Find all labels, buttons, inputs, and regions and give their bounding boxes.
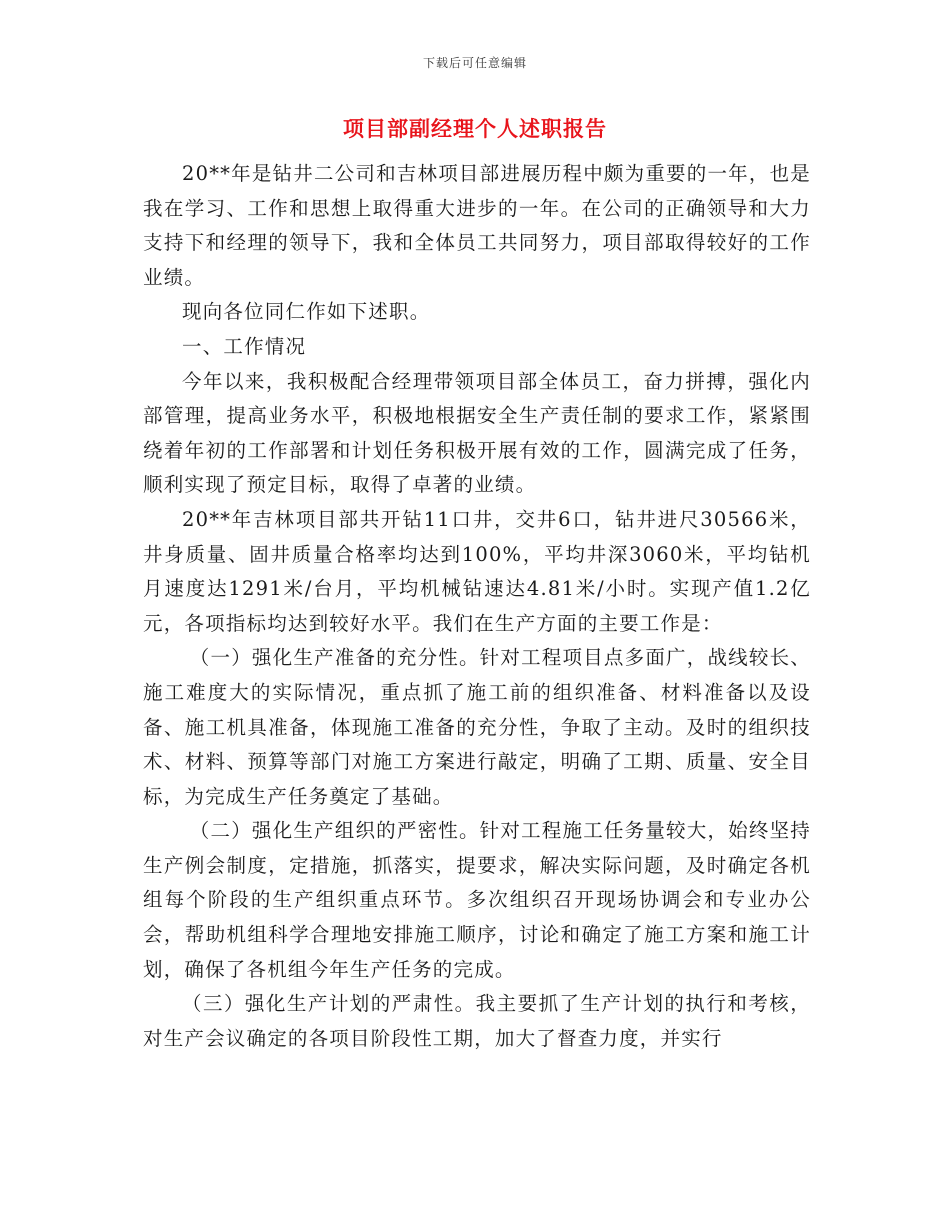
document-title: 项目部副经理个人述职报告 [343, 116, 607, 141]
paragraph-item-3: （三）强化生产计划的严肃性。我主要抓了生产计划的执行和考核，对生产会议确定的各项目阶段性工期，加大了督查力度，并实行 [143, 992, 811, 1050]
paragraph-production-stats: 20**年吉林项目部共开钻11口井，交井6口，钻井进尺30566米，井身质量、固井质量合格率均达到100%，平均井深3060米，平均钻机月速度达1291米/台月，平均机械钻速达4.81米/小时。实现产值1.2亿元，各项指标均达到较好水平。我们在生产方面的主要工作是： [143, 507, 811, 635]
paragraph-work-summary: 今年以来，我积极配合经理带领项目部全体员工，奋力拼搏，强化内部管理，提高业务水平，积极地根据安全生产责任制的要求工作，紧紧围绕着年初的工作部署和计划任务积极开展有效的工作，圆满完成了任务，顺利实现了预定目标，取得了卓著的业绩。 [143, 369, 811, 497]
paragraph-item-2: （二）强化生产组织的严密性。针对工程施工任务量较大，始终坚持生产例会制度，定措施，抓落实，提要求，解决实际问题，及时确定各机组每个阶段的生产组织重点环节。多次组织召开现场协调会和专业办公会，帮助机组科学合理地安排施工顺序，讨论和确定了施工方案和施工计划，确保了各机组今年生产任务的完成。 [143, 819, 811, 981]
document-body [143, 157, 811, 1056]
paragraph-item-1: （一）强化生产准备的充分性。针对工程项目点多面广，战线较长、施工难度大的实际情况，重点抓了施工前的组织准备、材料准备以及设备、施工机具准备，体现施工准备的充分性，争取了主动。及时的组织技术、材料、预算等部门对施工方案进行敲定，明确了工期、质量、安全目标，为完成生产任务奠定了基础。 [143, 646, 811, 808]
section-heading-work: 一、工作情况 [182, 334, 307, 358]
paragraph-intro: 20**年是钻井二公司和吉林项目部进展历程中颇为重要的一年，也是我在学习、工作和思想上取得重大进步的一年。在公司的正确领导和大力支持下和经理的领导下，我和全体员工共同努力，项目部取得较好的工作业绩。 [143, 162, 811, 289]
paragraph-statement: 现向各位同仁作如下述职。 [182, 300, 431, 324]
header-note: 下载后可任意编辑 [422, 56, 527, 70]
